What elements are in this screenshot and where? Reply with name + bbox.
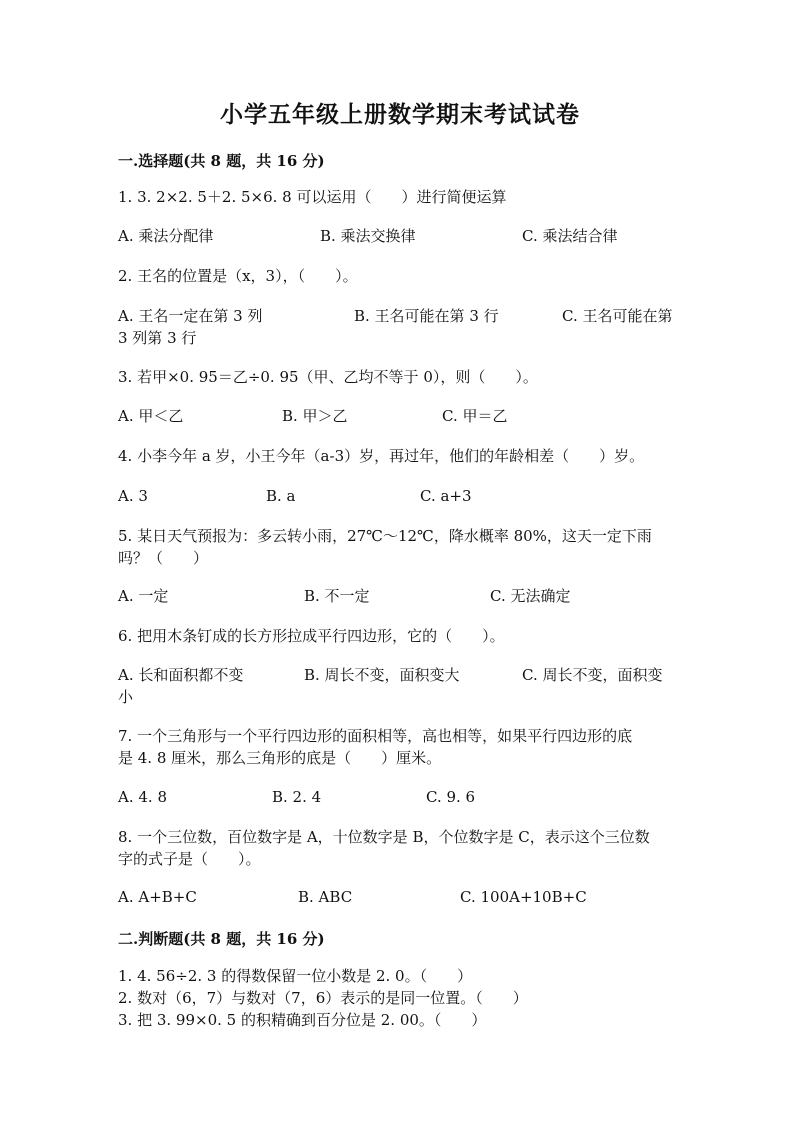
option-c: C. 乘法结合律 (522, 227, 618, 245)
option-c-continued: 3 列第 3 行 (118, 329, 197, 347)
section-heading-true-false: 二.判断题(共 8 题，共 16 分) (118, 930, 325, 948)
question-7 (118, 725, 683, 769)
question-7-line-2: 是 4. 8 厘米，那么三角形的底是（ ）厘米。 (118, 749, 442, 767)
question-8-line-1: 8. 一个三位数，百位数字是 A，十位数字是 B，个位数字是 C，表示这个三位数 (118, 828, 650, 846)
question-5 (118, 525, 683, 569)
question-3: 3. 若甲×0. 95＝乙÷0. 95（甲、乙均不等于 0），则（ ）。 (118, 368, 538, 386)
option-c: C. 9. 6 (426, 788, 476, 806)
question-7-options (118, 786, 683, 808)
question-2-options-wrap (118, 327, 683, 349)
option-b: B. ABC (298, 888, 353, 906)
question-4-options (118, 485, 683, 507)
question-6-options-wrap (118, 686, 683, 708)
option-a: A. 王名一定在第 3 列 (118, 307, 263, 325)
option-a: A. 一定 (118, 587, 169, 605)
option-b: B. 周长不变，面积变大 (304, 666, 460, 684)
section-heading-choice: 一.选择题(共 8 题，共 16 分) (118, 152, 325, 170)
option-c: C. a+3 (420, 487, 472, 505)
question-8 (118, 826, 683, 870)
page-title: 小学五年级上册数学期末考试试卷 (220, 101, 580, 128)
option-b: B. a (266, 487, 296, 505)
option-b: B. 乘法交换律 (320, 227, 416, 245)
option-a: A. 4. 8 (118, 788, 167, 806)
option-a: A. A+B+C (118, 888, 197, 906)
option-b: B. 王名可能在第 3 行 (354, 307, 499, 325)
question-1: 1. 3. 2×2. 5＋2. 5×6. 8 可以运用（ ）进行简便运算 (118, 188, 507, 206)
option-c: C. 甲＝乙 (442, 407, 508, 425)
true-false-item-1: 1. 4. 56÷2. 3 的得数保留一位小数是 2. 0。（ ） (118, 967, 473, 985)
question-6: 6. 把用木条钉成的长方形拉成平行四边形，它的（ ）。 (118, 627, 505, 645)
question-1-options (118, 225, 683, 247)
option-b: B. 不一定 (304, 587, 370, 605)
option-c-continued: 小 (118, 688, 134, 706)
option-c: C. 王名可能在第 (562, 307, 673, 325)
option-a: A. 甲＜乙 (118, 407, 184, 425)
question-5-line-1: 5. 某日天气预报为：多云转小雨，27℃～12℃，降水概率 80%，这天一定下雨 (118, 527, 652, 545)
question-2-options (118, 305, 683, 327)
option-a: A. 乘法分配律 (118, 227, 214, 245)
option-a: A. 3 (118, 487, 148, 505)
question-8-line-2: 字的式子是（ ）。 (118, 850, 261, 868)
true-false-item-2: 2. 数对（6，7）与数对（7，6）表示的是同一位置。（ ） (118, 989, 528, 1007)
question-4: 4. 小李今年 a 岁，小王今年（a-3）岁，再过年，他们的年龄相差（ ）岁。 (118, 447, 645, 465)
option-c: C. 100A+10B+C (460, 888, 587, 906)
option-a: A. 长和面积都不变 (118, 666, 244, 684)
question-5-line-2: 吗？（ ） (118, 549, 209, 567)
option-b: B. 2. 4 (272, 788, 322, 806)
option-b: B. 甲＞乙 (282, 407, 348, 425)
question-7-line-1: 7. 一个三角形与一个平行四边形的面积相等，高也相等，如果平行四边形的底 (118, 727, 633, 745)
question-6-options (118, 664, 683, 686)
true-false-item-3: 3. 把 3. 99×0. 5 的积精确到百分位是 2. 00。（ ） (118, 1011, 487, 1029)
question-5-options (118, 585, 683, 607)
option-c: C. 无法确定 (490, 587, 571, 605)
question-3-options (118, 405, 683, 427)
question-8-options (118, 886, 683, 908)
option-c: C. 周长不变，面积变 (522, 666, 663, 684)
question-2: 2. 王名的位置是（x，3），（ ）。 (118, 267, 358, 285)
